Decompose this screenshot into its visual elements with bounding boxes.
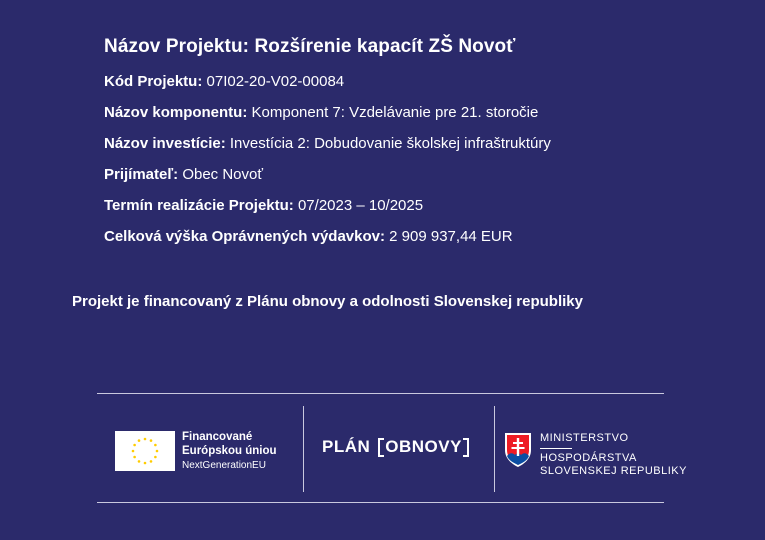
eu-text-line1: Financované [182,431,253,443]
bracket-right-icon [463,438,469,457]
logo-separator [494,406,495,492]
ministry-text-line1: MINISTERSTVO [540,432,629,444]
eu-star-icon [133,456,136,459]
eu-star-icon [133,444,136,447]
slovak-crest-icon [504,432,532,468]
funding-note: Projekt je financovaný z Plánu obnovy a odolnosti Slovenskej republiky [72,293,583,310]
project-title: Názov Projektu: Rozšírenie kapacít ZŠ Novoť [104,36,516,57]
plan-word: PLÁN [322,437,371,456]
row-value: 2 909 937,44 EUR [389,228,513,245]
ministry-logo [504,432,687,478]
eu-star-icon [156,450,159,453]
ministry-text-line2: HOSPODÁRSTVA [540,452,637,464]
eu-flag-icon [115,431,175,471]
eu-star-icon [154,456,157,459]
divider-bottom [97,502,664,503]
logo-separator [303,406,304,492]
row-value: Obec Novoť [182,166,263,183]
row-label: Termín realizácie Projektu: [104,197,294,214]
eu-star-icon [144,462,147,465]
eu-star-icon [154,444,157,447]
divider-top [97,393,664,394]
row-label: Názov komponentu: [104,104,248,121]
obnovy-word: OBNOVY [385,437,462,456]
info-row-code [104,72,744,91]
row-value: 07/2023 – 10/2025 [297,197,424,214]
row-value: Investícia 2: Dobudovanie školskej infraštruktúry [229,135,551,152]
row-label: Názov investície: [104,135,226,152]
eu-text-line2: Európskou úniou [182,445,277,457]
project-info [104,36,744,258]
eu-star-icon [150,460,153,463]
eu-logo [115,431,277,473]
ministry-text-line3: SLOVENSKEJ REPUBLIKY [540,465,687,477]
eu-star-icon [150,439,153,442]
row-label: Prijímateľ: [104,166,179,183]
info-row-investment [104,134,744,153]
eu-star-icon [132,450,135,453]
eu-star-icon [138,460,141,463]
bracket-left-icon [378,438,384,457]
info-row-component [104,103,744,122]
info-row-expenses [104,227,744,246]
eu-star-icon [144,438,147,441]
info-row-term [104,196,744,215]
row-label: Kód Projektu: [104,73,203,90]
info-row-recipient [104,165,744,184]
ministry-rule [540,448,572,449]
row-label: Celková výška Oprávnených výdavkov: [104,228,385,245]
row-value: 07I02-20-V02-00084 [206,73,345,90]
eu-star-icon [138,439,141,442]
plan-obnovy-logo [322,437,469,457]
eu-text-line3: NextGenerationEU [182,460,266,471]
row-value: Komponent 7: Vzdelávanie pre 21. storočie [251,104,539,121]
